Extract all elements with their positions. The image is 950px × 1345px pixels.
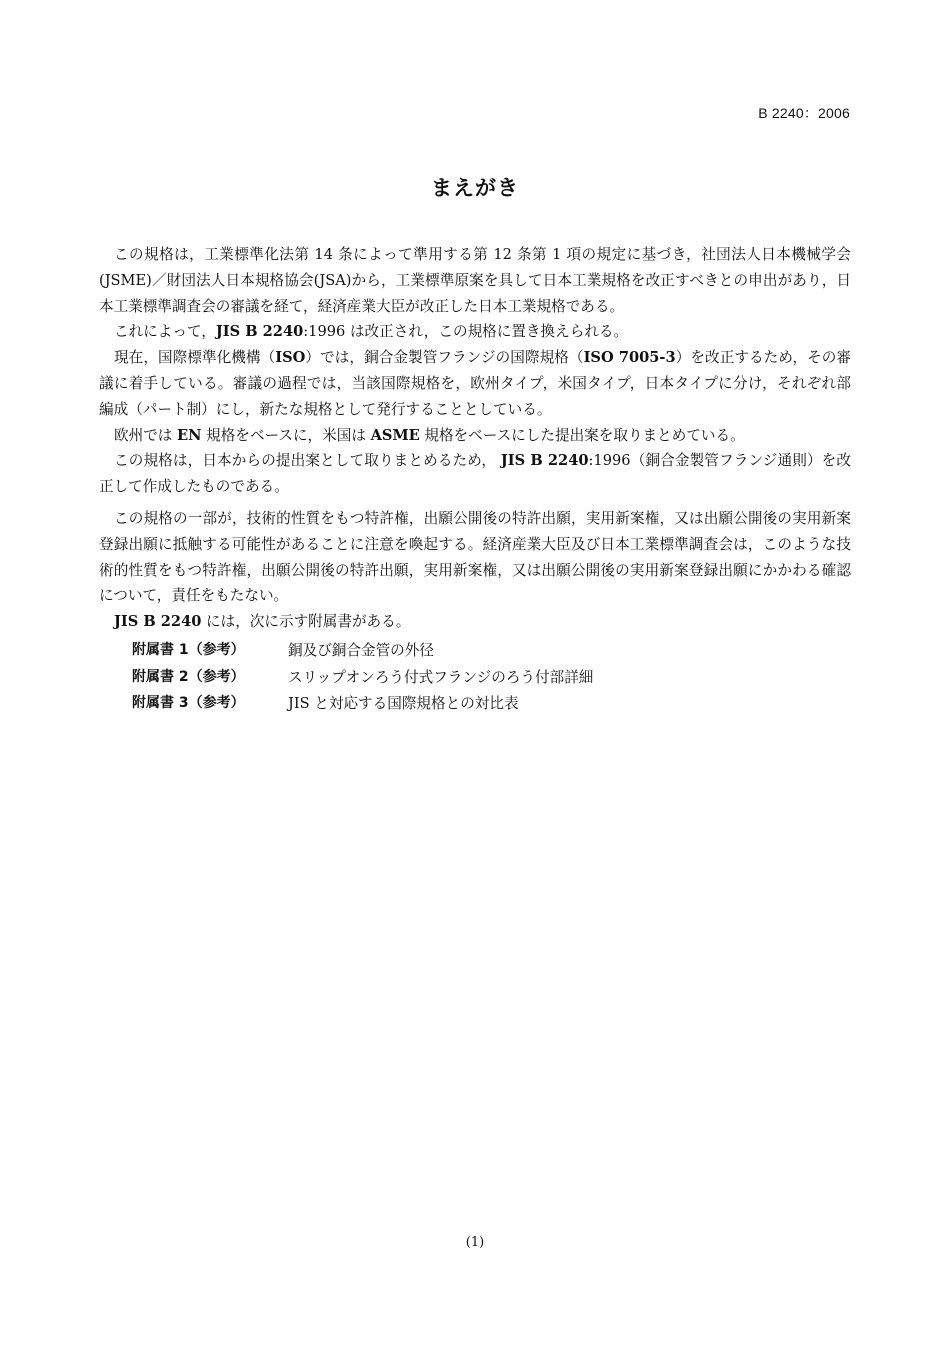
annex-label: 附属書 2（参考） xyxy=(132,668,245,685)
text-segment: には，次に示す附属書がある。 xyxy=(201,613,411,631)
standard-reference: ISO 7005-3 xyxy=(583,349,676,367)
text-segment: これによって， xyxy=(114,323,216,341)
annex-label: 附属書 1（参考） xyxy=(132,642,245,659)
organization-reference: ISO xyxy=(275,349,306,367)
standard-reference: JIS B 2240 xyxy=(114,613,202,631)
annex-item xyxy=(99,691,851,718)
standard-reference: JIS B 2240 xyxy=(215,323,304,341)
text-segment: 規格をベースにした提出案を取りまとめている。 xyxy=(419,426,745,444)
paragraph-regional-proposals xyxy=(99,423,851,449)
page-title: まえがき xyxy=(431,176,519,200)
annex-item xyxy=(99,664,851,691)
standard-reference: JIS B 2240 xyxy=(500,452,589,470)
annex-item xyxy=(99,638,851,665)
text-segment: 規格をベースに，米国は xyxy=(201,426,371,444)
text-segment: この規格は，日本からの提出案として取りまとめるため， xyxy=(114,452,501,470)
annex-title: スリップオンろう付式フランジのろう付部詳細 xyxy=(288,668,594,686)
page-number: (1) xyxy=(465,1235,485,1250)
document-code: B 2240：2006 xyxy=(758,105,850,121)
paragraph-japan-proposal xyxy=(99,448,851,500)
text-segment: 現在，国際標準化機構（ xyxy=(114,349,276,367)
paragraph-replacement xyxy=(99,319,851,345)
text-segment: :1996 は改正され，この規格に置き換えられる。 xyxy=(303,323,629,341)
text-segment: ）では，銅合金製管フランジの国際規格（ xyxy=(305,349,584,367)
text-segment: :1996（銅合金製管フランジ通則）を改正して作成したものである。 xyxy=(99,452,851,496)
annex-label: 附属書 3（参考） xyxy=(132,695,245,712)
annex-title: JIS と対応する国際規格との対比表 xyxy=(288,695,519,713)
standard-reference: ASME xyxy=(370,426,420,444)
foreword-body xyxy=(99,242,851,717)
paragraph-basis: この規格は，工業標準化法第 14 条によって準用する第 12 条第 1 項の規定に基づき，社団法人日本機械学会(JSME)／財団法人日本規格協会(JSA)から，工業標準原案を具して日本工業規格を改正すべきとの申出があり，日本工業標準調査会の審議を経て，経済産業大臣が改正した日本工業規格である。 xyxy=(99,246,851,315)
paragraph-patent-notice: この規格の一部が，技術的性質をもつ特許権，出願公開後の特許出願，実用新案権，又は出願公開後の実用新案登録出願に抵触する可能性があることに注意を喚起する。経済産業大臣及び日本工業標準調査会は，このような技術的性質をもつ特許権，出願公開後の特許出願，実用新案権，又は出願公開後の実用新案登録出願にかかわる確認について，責任をもたない。 xyxy=(99,509,851,605)
paragraph-iso-revision xyxy=(99,345,851,422)
text-segment: ）を改正するため，その審議に着手している。審議の過程では，当該国際規格を，欧州タイプ，米国タイプ，日本タイプに分け，それぞれ部編成（パート制）にし，新たな規格として発行することとしている。 xyxy=(99,349,851,418)
paragraph-annex-intro xyxy=(99,609,851,635)
text-segment: 欧州では xyxy=(114,426,178,444)
annex-title: 銅及び銅合金管の外径 xyxy=(288,642,434,660)
standard-reference: EN xyxy=(177,426,202,444)
annex-list xyxy=(99,638,851,718)
